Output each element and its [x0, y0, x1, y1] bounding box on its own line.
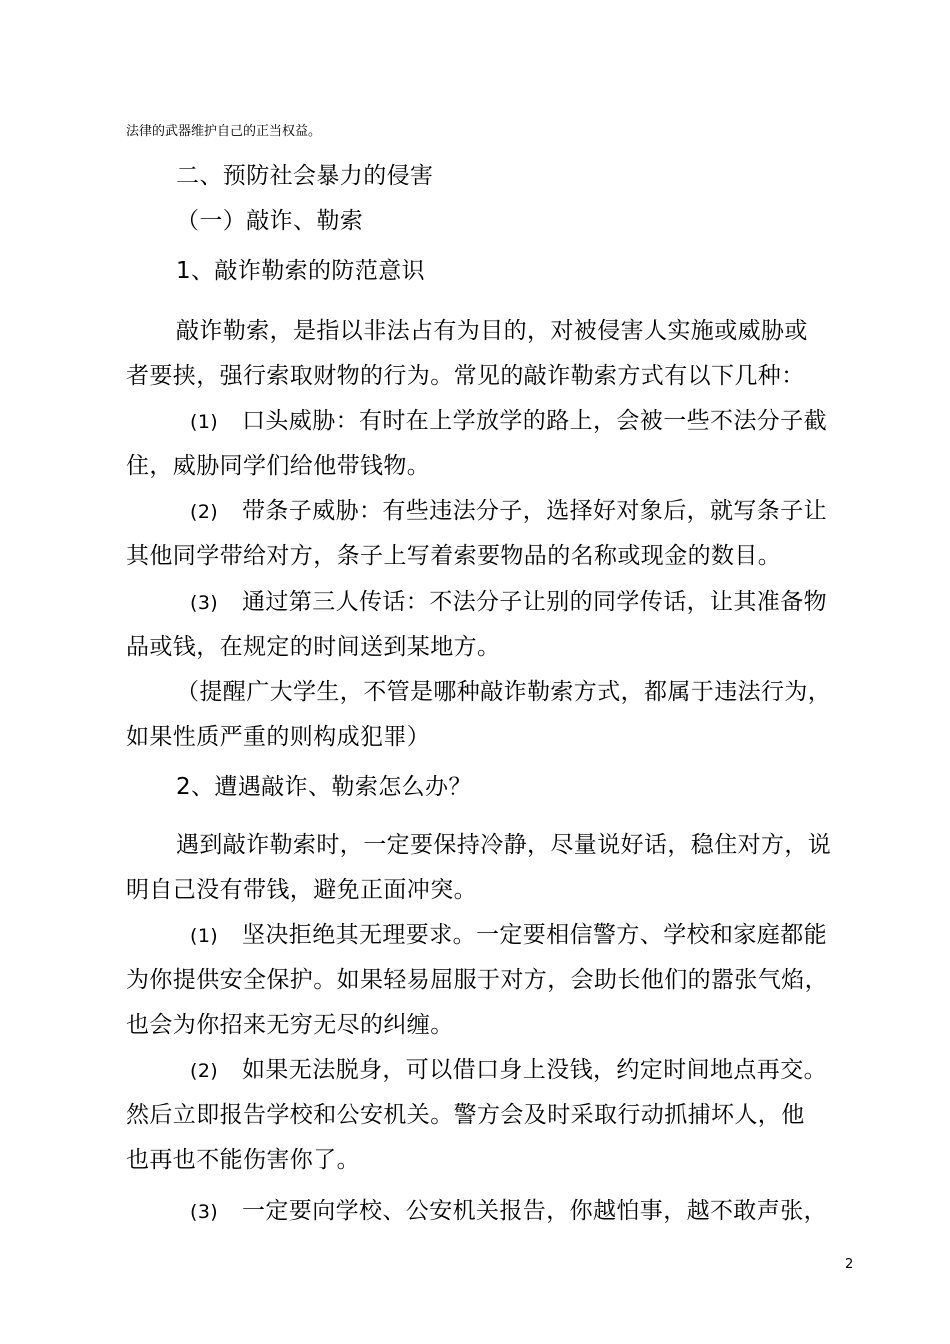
- text-line: 法律的武器维护自己的正当权益。: [126, 124, 322, 139]
- subsection-heading: 1、敲诈勒索的防范意识: [176, 258, 426, 284]
- text-line: 明自己没有带钱，避免正面冲突。: [126, 877, 477, 903]
- list-marker: (2): [190, 501, 219, 523]
- text-line: 如果性质严重的则构成犯罪）: [126, 724, 431, 750]
- text-line: 者要挟，强行索取财物的行为。常见的敲诈勒索方式有以下几种：: [126, 363, 805, 389]
- list-item-text: 坚决拒绝其无理要求。一定要相信警方、学校和家庭都能: [242, 922, 827, 948]
- list-marker: (2): [190, 1060, 219, 1082]
- list-item-text: 口头威胁：有时在上学放学的路上，会被一些不法分子截: [242, 408, 827, 434]
- list-item-text: 一定要向学校、公安机关报告，你越怕事，越不敢声张，: [242, 1198, 827, 1224]
- text-line: 遇到敲诈勒索时，一定要保持冷静，尽量说好话，稳住对方，说: [176, 832, 832, 858]
- list-item: [190, 587, 827, 618]
- page-number: 2: [845, 1257, 854, 1272]
- text-line: 然后立即报告学校和公安机关。警方会及时采取行动抓捕坏人，他: [126, 1102, 805, 1128]
- text-line: 敲诈勒索，是指以非法占有为目的，对被侵害人实施或威胁或: [176, 318, 808, 344]
- section-heading: 二、预防社会暴力的侵害: [176, 163, 434, 189]
- list-marker: (3): [190, 1201, 219, 1223]
- subsection-heading: 2、遭遇敲诈、勒索怎么办？: [176, 774, 472, 800]
- list-item: [190, 496, 827, 527]
- list-item-text: 带条子威胁：有些违法分子，选择好对象后，就写条子让: [242, 498, 827, 524]
- text-line: 为你提供安全保护。如果轻易屈服于对方，会助长他们的嚣张气焰，: [126, 967, 828, 993]
- text-line: 品或钱，在规定的时间送到某地方。: [126, 634, 501, 660]
- list-marker: (1): [190, 925, 219, 947]
- text-line: 其他同学带给对方，条子上写着索要物品的名称或现金的数目。: [126, 543, 782, 569]
- list-item-text: 如果无法脱身，可以借口身上没钱，约定时间地点再交。: [242, 1057, 827, 1083]
- list-marker: (3): [190, 592, 219, 614]
- text-line: 也会为你招来无穷无尽的纠缠。: [126, 1012, 454, 1038]
- list-item: [190, 406, 827, 437]
- text-line: 也再也不能伤害你了。: [126, 1147, 360, 1173]
- list-item: [190, 920, 827, 951]
- text-line: 住，威胁同学们给他带钱物。: [126, 453, 431, 479]
- list-item-text: 通过第三人传话：不法分子让别的同学传话，让其准备物: [242, 589, 827, 615]
- list-item: [190, 1196, 827, 1227]
- list-marker: (1): [190, 411, 219, 433]
- text-line: （提醒广大学生，不管是哪种敲诈勒索方式，都属于违法行为，: [176, 679, 832, 705]
- subsection-heading: （一）敲诈、勒索: [176, 208, 364, 234]
- list-item: [190, 1055, 827, 1086]
